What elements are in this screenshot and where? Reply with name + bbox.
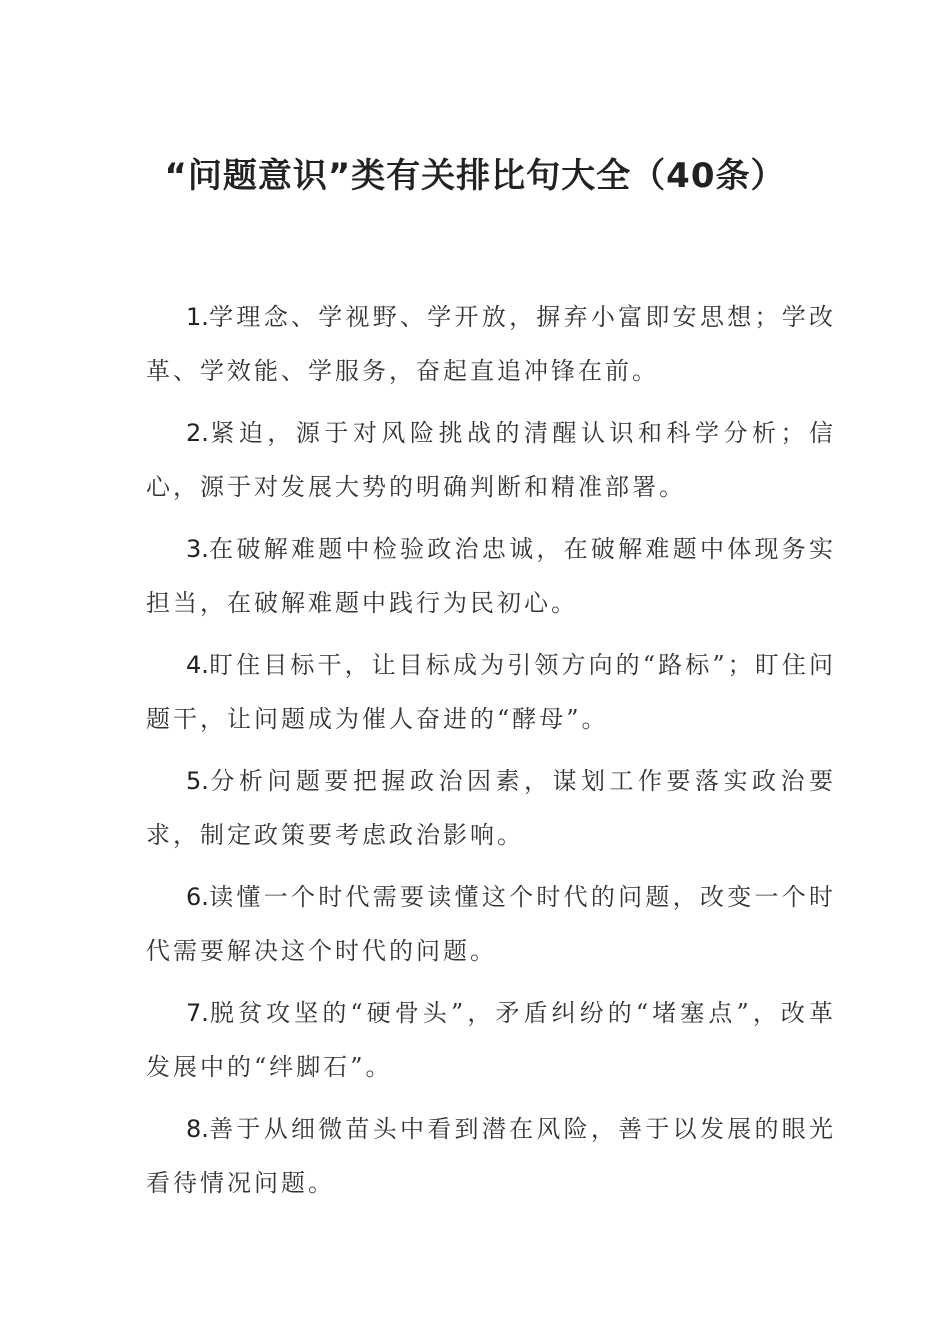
list-item	[146, 754, 836, 862]
item-text: 学理念、学视野、学开放，摒弃小富即安思想；学改革、学效能、学服务，奋起直追冲锋在前。	[146, 303, 836, 385]
item-list	[146, 290, 836, 1218]
item-number: 8.	[186, 1115, 209, 1143]
list-item	[146, 870, 836, 978]
item-number: 3.	[186, 535, 209, 563]
item-number: 4.	[186, 651, 209, 679]
item-text: 脱贫攻坚的“硬骨头”，矛盾纠纷的“堵塞点”，改革发展中的“绊脚石”。	[146, 999, 836, 1081]
item-text: 在破解难题中检验政治忠诚，在破解难题中体现务实担当，在破解难题中践行为民初心。	[146, 535, 836, 617]
item-number: 5.	[186, 767, 209, 795]
list-item	[146, 1102, 836, 1210]
item-text: 读懂一个时代需要读懂这个时代的问题，改变一个时代需要解决这个时代的问题。	[146, 883, 836, 965]
item-number: 7.	[186, 999, 209, 1027]
item-text: 善于从细微苗头中看到潜在风险，善于以发展的眼光看待情况问题。	[146, 1115, 836, 1197]
list-item	[146, 290, 836, 398]
item-number: 6.	[186, 883, 209, 911]
item-number: 1.	[186, 303, 209, 331]
list-item	[146, 406, 836, 514]
document-title: “问题意识”类有关排比句大全（40条）	[164, 156, 786, 196]
list-item	[146, 522, 836, 630]
item-text: 紧迫，源于对风险挑战的清醒认识和科学分析；信心，源于对发展大势的明确判断和精准部署。	[146, 419, 836, 501]
list-item	[146, 638, 836, 746]
item-number: 2.	[186, 419, 209, 447]
item-text: 盯住目标干，让目标成为引领方向的“路标”；盯住问题干，让问题成为催人奋进的“酵母”。	[146, 651, 836, 733]
item-text: 分析问题要把握政治因素，谋划工作要落实政治要求，制定政策要考虑政治影响。	[146, 767, 836, 849]
list-item	[146, 986, 836, 1094]
